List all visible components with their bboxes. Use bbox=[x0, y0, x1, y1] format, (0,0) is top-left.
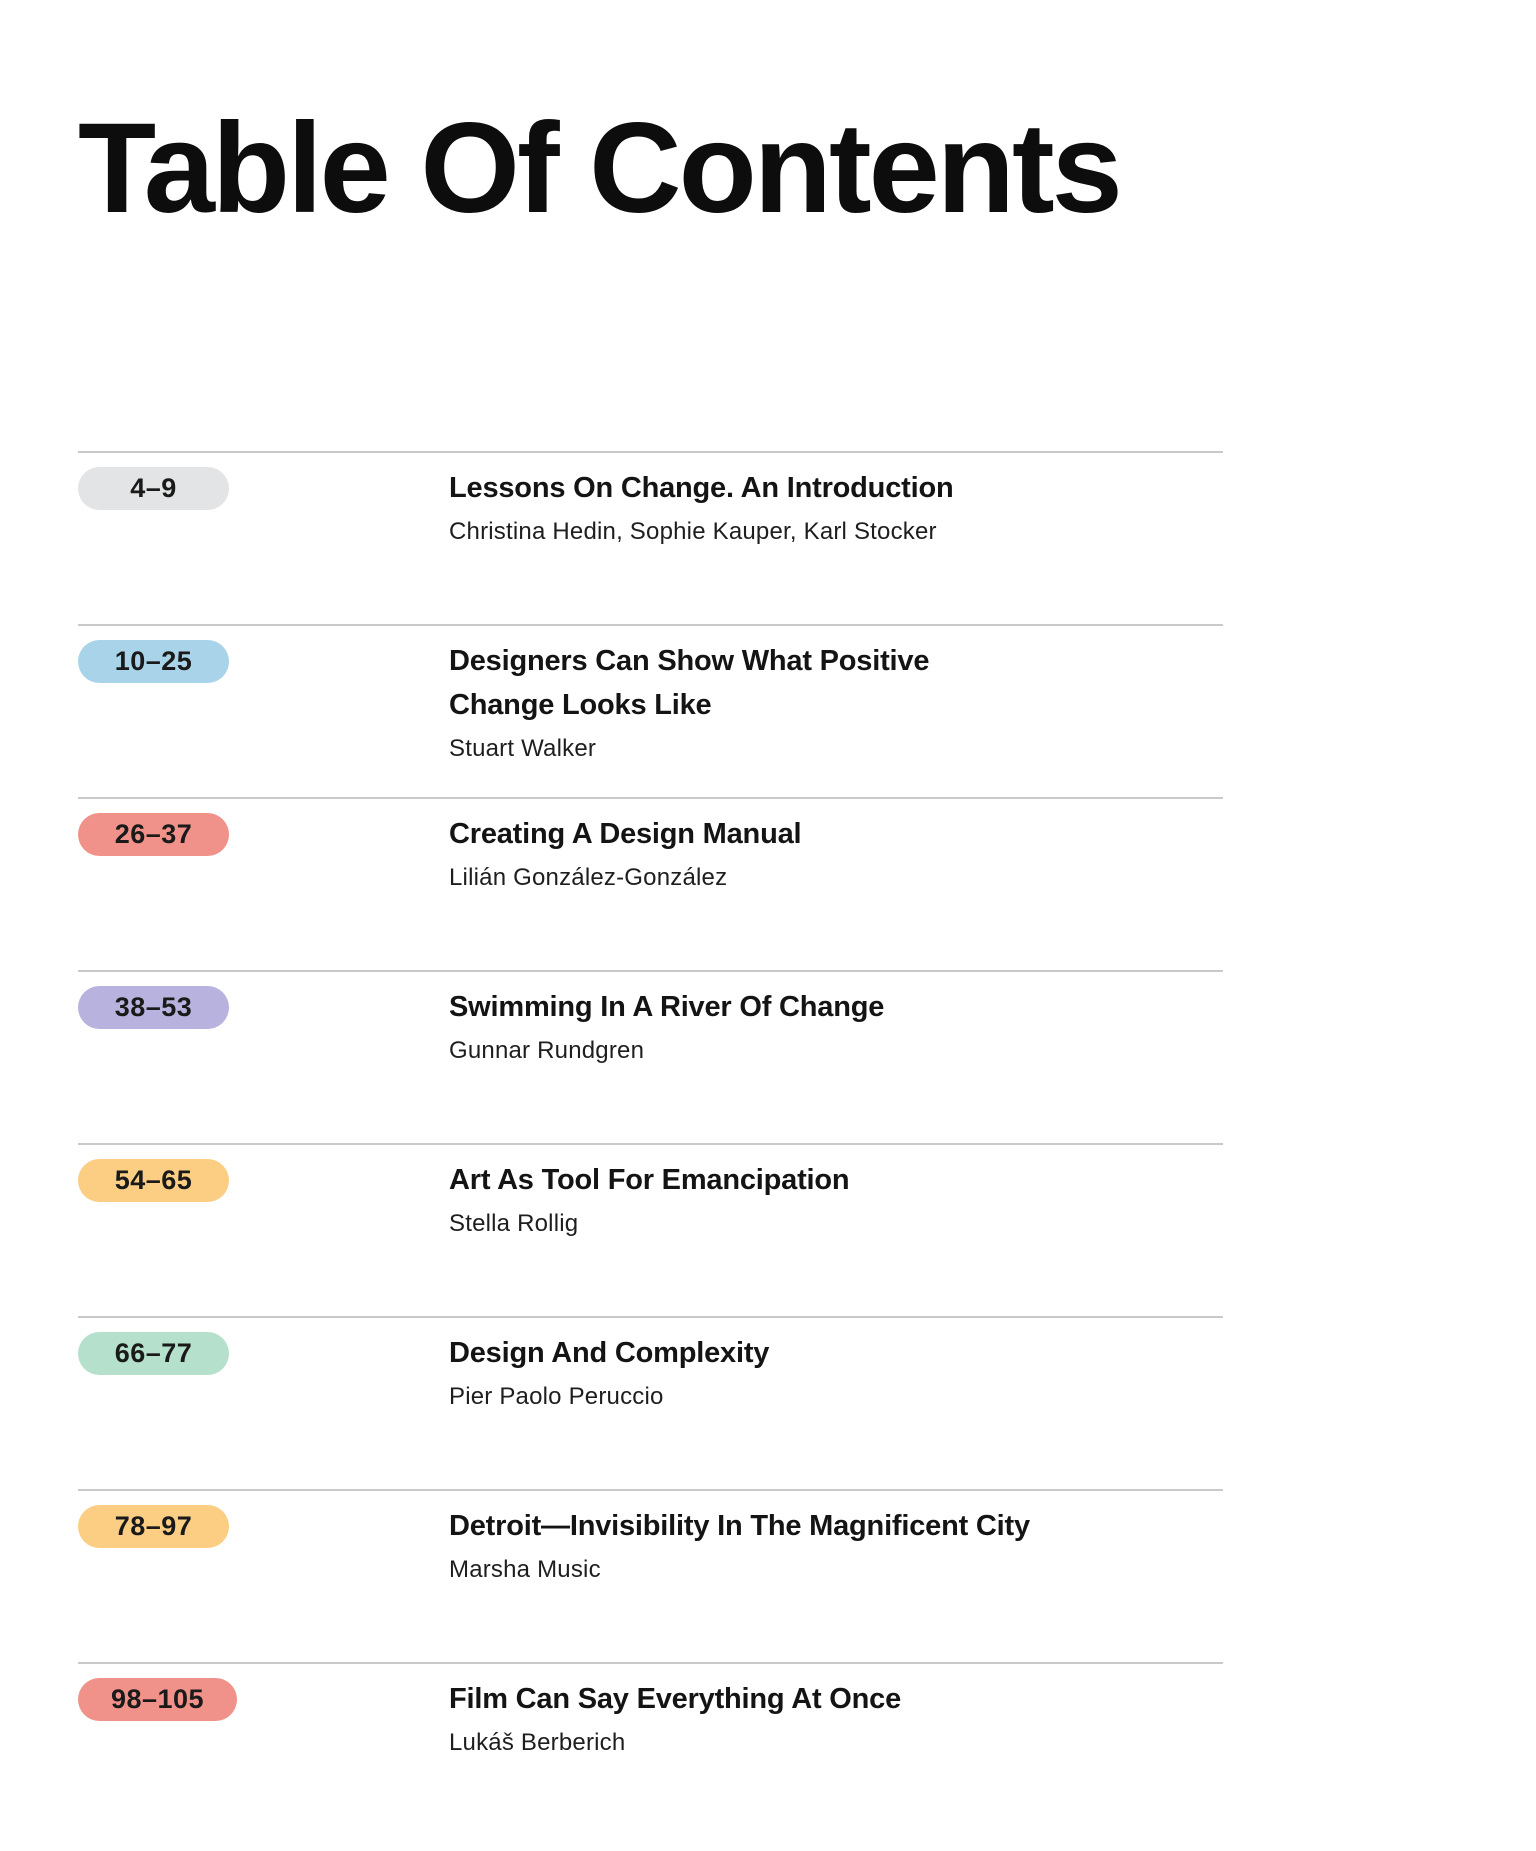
chapter-author: Gunnar Rundgren bbox=[449, 1037, 645, 1064]
entry-text bbox=[449, 985, 1209, 1068]
chapter-author: Pier Paolo Peruccio bbox=[449, 1383, 664, 1410]
toc-entry[interactable] bbox=[78, 1489, 1223, 1662]
chapter-title-line: Creating A Design Manual bbox=[449, 818, 802, 850]
chapter-title[interactable] bbox=[449, 1331, 1209, 1375]
toc-entry[interactable] bbox=[78, 797, 1223, 970]
chapter-title-line: Film Can Say Everything At Once bbox=[449, 1683, 902, 1715]
chapter-author: Stuart Walker bbox=[449, 735, 597, 762]
page-title: Table Of Contents bbox=[78, 97, 1120, 240]
toc-entry[interactable] bbox=[78, 970, 1223, 1143]
entry-text bbox=[449, 1677, 1209, 1760]
page-range-badge: 98–105 bbox=[78, 1678, 237, 1721]
chapter-title-line: Art As Tool For Emancipation bbox=[449, 1164, 850, 1196]
entry-text bbox=[449, 639, 1209, 766]
entry-text bbox=[449, 466, 1209, 549]
chapter-author: Lilián González-González bbox=[449, 864, 728, 891]
chapter-author: Christina Hedin, Sophie Kauper, Karl Stocker bbox=[449, 518, 937, 545]
chapter-title[interactable] bbox=[449, 1677, 1209, 1721]
page-range-badge: 38–53 bbox=[78, 986, 229, 1029]
page-range-badge: 10–25 bbox=[78, 640, 229, 683]
chapter-author: Lukáš Berberich bbox=[449, 1729, 626, 1756]
page-range-badge: 26–37 bbox=[78, 813, 229, 856]
chapter-title[interactable] bbox=[449, 812, 1209, 856]
chapter-title[interactable] bbox=[449, 639, 1209, 727]
chapter-title[interactable] bbox=[449, 1504, 1209, 1548]
entry-text bbox=[449, 1504, 1209, 1587]
entry-text bbox=[449, 1331, 1209, 1414]
toc-entry[interactable] bbox=[78, 1662, 1223, 1835]
chapter-title-line: Designers Can Show What Positive bbox=[449, 645, 930, 677]
chapter-author: Stella Rollig bbox=[449, 1210, 579, 1237]
page-range-badge: 4–9 bbox=[78, 467, 229, 510]
page-range-badge: 66–77 bbox=[78, 1332, 229, 1375]
chapter-title-line-2: Change Looks Like bbox=[449, 689, 712, 721]
table-of-contents-list bbox=[78, 451, 1223, 1835]
toc-entry[interactable] bbox=[78, 624, 1223, 797]
chapter-title-line: Swimming In A River Of Change bbox=[449, 991, 885, 1023]
page-range-badge: 78–97 bbox=[78, 1505, 229, 1548]
chapter-title[interactable] bbox=[449, 466, 1209, 510]
page-range-badge: 54–65 bbox=[78, 1159, 229, 1202]
chapter-title[interactable] bbox=[449, 985, 1209, 1029]
toc-entry[interactable] bbox=[78, 451, 1223, 624]
chapter-author: Marsha Music bbox=[449, 1556, 601, 1583]
toc-entry[interactable] bbox=[78, 1316, 1223, 1489]
chapter-title-line: Lessons On Change. An Introduction bbox=[449, 472, 954, 504]
entry-text bbox=[449, 1158, 1209, 1241]
entry-text bbox=[449, 812, 1209, 895]
toc-entry[interactable] bbox=[78, 1143, 1223, 1316]
chapter-title-line: Design And Complexity bbox=[449, 1337, 770, 1369]
chapter-title[interactable] bbox=[449, 1158, 1209, 1202]
chapter-title-line: Detroit—Invisibility In The Magnificent City bbox=[449, 1510, 1030, 1542]
